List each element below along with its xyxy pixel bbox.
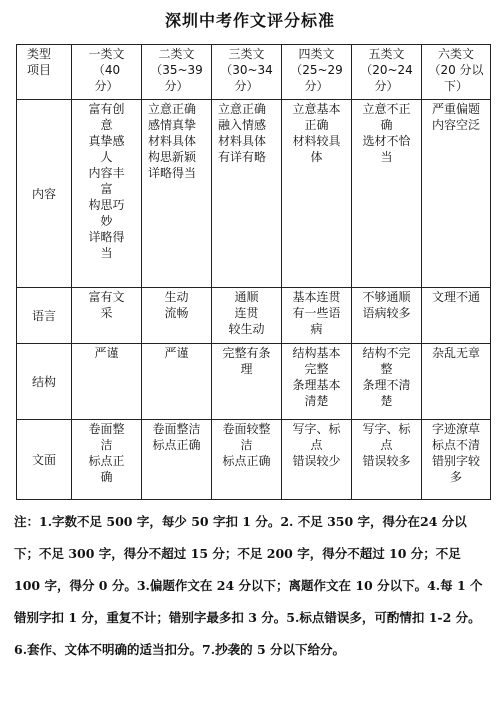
table-cell: 结构不完 整 条理不清 楚 (352, 344, 422, 420)
table-cell: 严谨 (142, 344, 212, 420)
column-header-class4: 四类文 （25~29 分） (282, 45, 352, 100)
scoring-notes: 注：1.字数不足 500 字，每少 50 字扣 1 分。2. 不足 350 字，得分在24 分以下；不足 300 字，得分不超过 15 分；不足 200 字，得分不超过 10 分；不足 100 字，得分 0 分。3.偏题作文在 24 分以下；离题作文在 10 分以下。4.每 1 个错别字扣 1 分，重复不计；错别字最多扣 3 分。5.标点错误多，可酌情扣 1-2 分。6.套作、文体不明确的适当扣分。7.抄袭的 5 分以下给分。 (14, 514, 483, 657)
table-cell: 卷面整 洁 标点正 确 (72, 420, 142, 500)
row-label-presentation: 文面 (17, 420, 72, 500)
column-header-class6: 六类文 （20 分以 下） (422, 45, 491, 100)
column-header-class2: 二类文 （35~39 分） (142, 45, 212, 100)
row-language (17, 288, 491, 344)
row-content (17, 100, 491, 288)
table-cell: 不够通顺 语病较多 (352, 288, 422, 344)
table-cell: 生动 流畅 (142, 288, 212, 344)
table-cell: 结构基本 完整 条理基本 清楚 (282, 344, 352, 420)
table-cell: 文理不通 (422, 288, 491, 344)
header-row (17, 45, 491, 100)
table-cell: 杂乱无章 (422, 344, 491, 420)
table-cell: 卷面整洁 标点正确 (142, 420, 212, 500)
row-label-language: 语言 (17, 288, 72, 344)
table-cell: 写字、标 点 错误较少 (282, 420, 352, 500)
table-cell: 立意基本 正确 材料较具 体 (282, 100, 352, 288)
column-header-class5: 五类文 （20~24 分） (352, 45, 422, 100)
corner-item-label: 项目 (27, 63, 52, 77)
table-cell: 通顺 连贯 较生动 (212, 288, 282, 344)
corner-type-label: 类型 (27, 47, 52, 61)
row-label-content: 内容 (17, 100, 72, 288)
page-title: 深圳中考作文评分标准 (164, 11, 335, 30)
table-cell: 富有创 意 真挚感 人 内容丰 富 构思巧 妙 详略得 当 (72, 100, 142, 288)
column-header-class1: 一类文 （40 分） (72, 45, 142, 100)
row-label-structure: 结构 (17, 344, 72, 420)
column-header-class3: 三类文 （30~34 分） (212, 45, 282, 100)
corner-cell (17, 45, 72, 100)
row-presentation (17, 420, 491, 500)
table-cell: 完整有条 理 (212, 344, 282, 420)
table-cell: 立意不正 确 选材不恰 当 (352, 100, 422, 288)
row-structure (17, 344, 491, 420)
table-cell: 卷面较整 洁 标点正确 (212, 420, 282, 500)
table-cell: 立意正确 感情真挚 材料具体 构思新颖 详略得当 (142, 100, 212, 288)
table-cell: 写字、标 点 错误较多 (352, 420, 422, 500)
table-cell: 基本连贯 有一些语 病 (282, 288, 352, 344)
table-cell: 立意正确 融入情感 材料具体 有详有略 (212, 100, 282, 288)
table-cell: 富有文 采 (72, 288, 142, 344)
table-cell: 严谨 (72, 344, 142, 420)
table-cell: 严重偏题 内容空泛 (422, 100, 491, 288)
scoring-table (16, 44, 491, 500)
table-cell: 字迹潦草 标点不清 错别字较 多 (422, 420, 491, 500)
